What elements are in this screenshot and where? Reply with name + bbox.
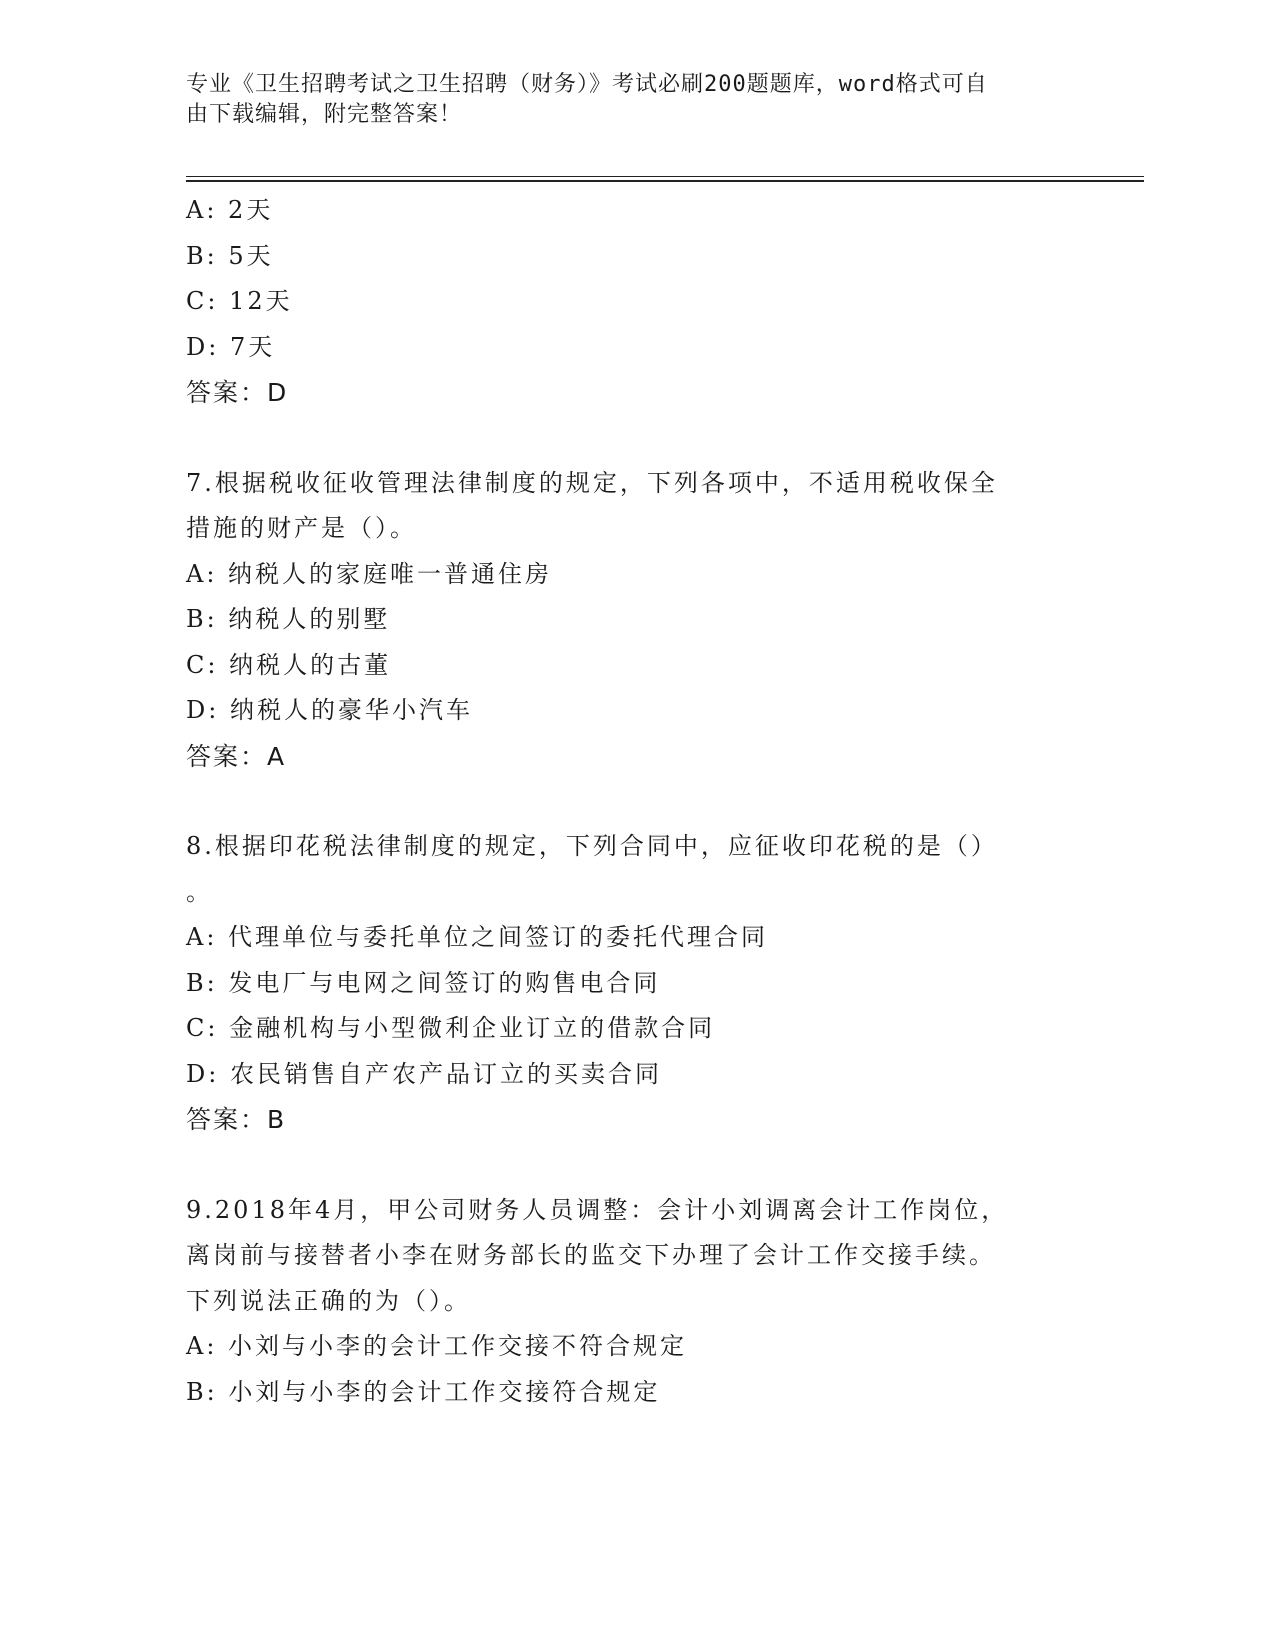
option-d: D: 农民销售自产农产品订立的买卖合同 xyxy=(186,1059,662,1088)
answer-line: 答案：A xyxy=(186,741,287,771)
answer-line: 答案：B xyxy=(186,1105,287,1134)
question-8-block xyxy=(186,824,1086,1143)
option-c: C: 12天 xyxy=(186,287,293,315)
question-7-text-line-1: 7.根据税收征收管理法律制度的规定，下列各项中，不适用税收保全 xyxy=(186,468,998,497)
option-a: A: 2天 xyxy=(186,196,274,224)
option-c: C: 纳税人的古董 xyxy=(186,650,392,679)
spacer xyxy=(186,416,1086,461)
question-7-text-line-2: 措施的财产是（）。 xyxy=(186,514,417,542)
header-line-1: 专业《卫生招聘考试之卫生招聘（财务）》考试必刷200题题库，word格式可自 xyxy=(186,72,988,97)
question-7-block xyxy=(186,461,1086,780)
option-a: A: 纳税人的家庭唯一普通住房 xyxy=(186,559,553,588)
option-a: A: 代理单位与委托单位之间签订的委托代理合同 xyxy=(186,923,769,951)
option-b: B: 5天 xyxy=(186,241,274,270)
header-line-2: 由下载编辑，附完整答案！ xyxy=(186,102,463,127)
spacer xyxy=(186,779,1086,824)
option-b: B: 发电厂与电网之间签订的购售电合同 xyxy=(186,968,661,997)
option-b: B: 小刘与小李的会计工作交接符合规定 xyxy=(186,1377,661,1406)
option-d: D: 纳税人的豪华小汽车 xyxy=(186,696,473,724)
answer-line: 答案：D xyxy=(186,378,289,407)
question-list xyxy=(186,188,1086,1415)
question-9-text-line-2: 离岗前与接替者小李在财务部长的监交下办理了会计工作交接手续。 xyxy=(186,1241,996,1269)
header-divider-bottom xyxy=(186,180,1144,182)
option-a: A: 小刘与小李的会计工作交接不符合规定 xyxy=(186,1332,688,1360)
question-9-text-line-1: 9.2018年4月，甲公司财务人员调整：会计小刘调离会计工作岗位， xyxy=(186,1195,1009,1224)
header-divider-top xyxy=(186,176,1144,177)
option-d: D: 7天 xyxy=(186,332,276,361)
question-8-text-line-2: 。 xyxy=(186,877,213,906)
spacer xyxy=(186,1143,1086,1188)
option-c: C: 金融机构与小型微利企业订立的借款合同 xyxy=(186,1014,716,1042)
option-b: B: 纳税人的别墅 xyxy=(186,605,391,633)
question-9-text-line-3: 下列说法正确的为（）。 xyxy=(186,1286,471,1315)
question-8-text-line-1: 8.根据印花税法律制度的规定，下列合同中，应征收印花税的是（） xyxy=(186,832,998,860)
document-header xyxy=(186,70,1066,130)
question-9-block xyxy=(186,1188,1086,1416)
question-6-block xyxy=(186,188,1086,416)
